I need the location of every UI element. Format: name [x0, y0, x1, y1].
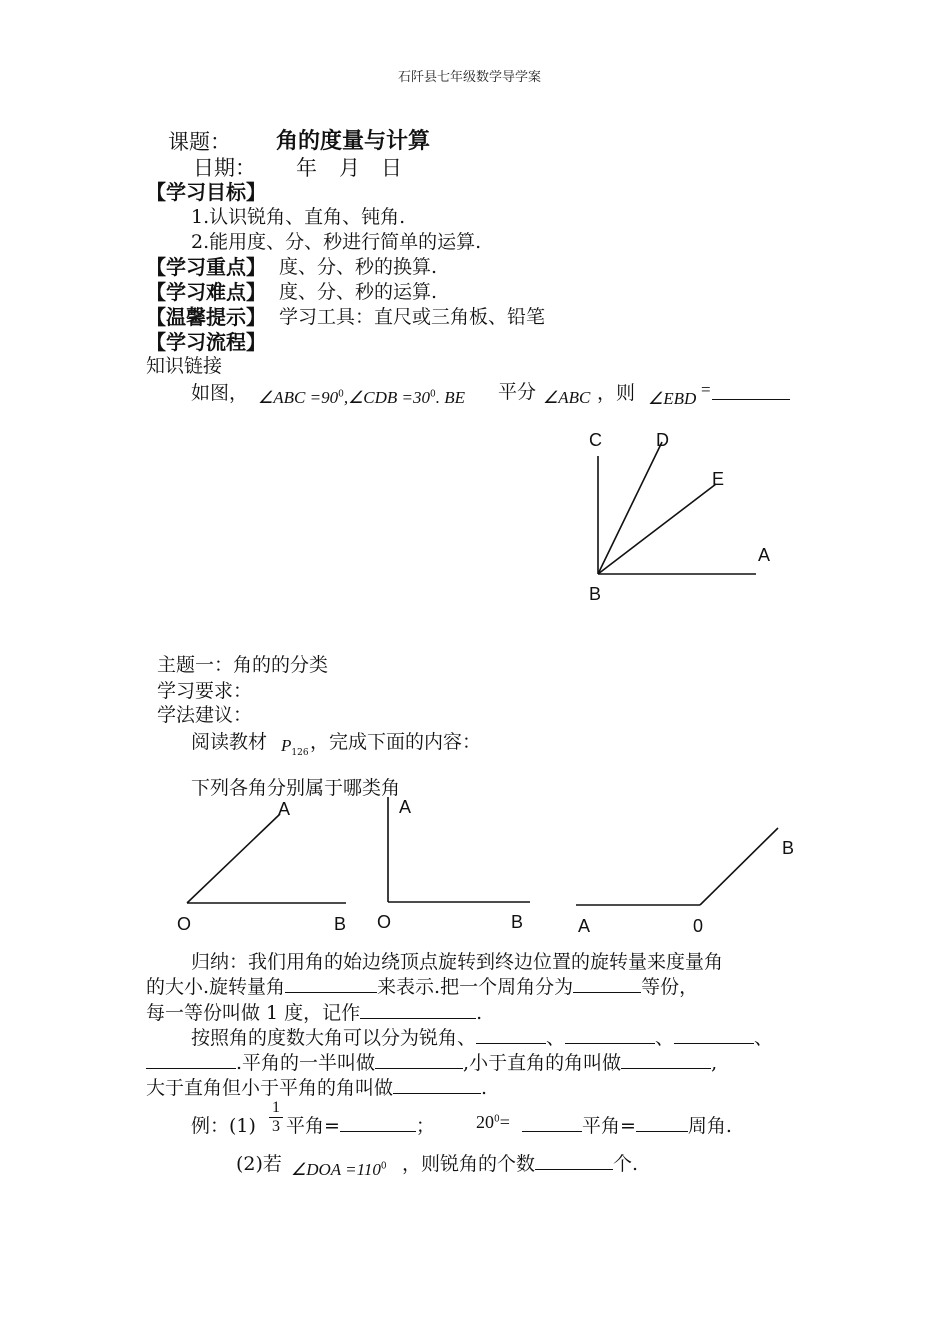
example1-full: 周角.	[687, 1115, 732, 1137]
fig1-label-a: A	[278, 799, 291, 819]
blank-class-4[interactable]	[146, 1050, 236, 1069]
ask-equals: =	[701, 380, 711, 399]
blank-class-2[interactable]	[565, 1025, 655, 1044]
fig-label-e: E	[712, 469, 725, 489]
degree-eq: =	[499, 1112, 510, 1132]
summary-text-rotation: 的大小.旋转量角	[146, 976, 286, 998]
knowledge-link-heading: 知识链接	[146, 355, 223, 377]
example2-unit: 个.	[613, 1153, 639, 1175]
fig1-label-o: O	[177, 914, 192, 934]
fig1-label-b: B	[334, 914, 347, 934]
summary-text-half: .平角的一半叫做	[236, 1052, 376, 1074]
angle-doa: ∠DOA =110	[291, 1160, 381, 1179]
fig-label-a: A	[758, 545, 771, 565]
summary-line-6	[146, 1073, 487, 1100]
goal-item-1: 1.认识锐角、直角、钝角.	[191, 206, 406, 228]
fraction-one-third	[269, 1099, 283, 1136]
tips-text: 学习工具：直尺或三角板、铅笔	[279, 306, 546, 328]
summary-line-3	[146, 998, 482, 1025]
fraction-denominator: 3	[272, 1118, 280, 1135]
example1-straight2: 平角=	[582, 1115, 636, 1137]
example1-line	[286, 1111, 435, 1138]
fig3-label-a: A	[578, 916, 591, 936]
summary-text-period: .	[476, 1002, 483, 1024]
blank-third-straight[interactable]	[340, 1113, 416, 1132]
date-label: 日期：	[193, 156, 256, 180]
angle-figure	[580, 420, 780, 610]
textbook-page-ref	[281, 736, 309, 758]
example1-straight: 平角=	[286, 1115, 340, 1137]
example1-semicolon: ；	[415, 1115, 435, 1137]
summary-sep-3: 、	[754, 1027, 774, 1049]
angle-doa-sup: 0	[380, 1161, 387, 1172]
fig1-ray-oa	[187, 814, 280, 903]
example1-degree	[476, 1112, 510, 1133]
topic1-requirement: 学习要求：	[157, 680, 253, 702]
topic1-read: 阅读教材	[191, 731, 268, 753]
summary-sep-1: 、	[546, 1027, 566, 1049]
topic1-question: 下列各角分别属于哪类角	[191, 777, 401, 799]
fig2-label-o: O	[377, 912, 392, 932]
lesson-title: 角的度量与计算	[276, 129, 431, 154]
summary-line-4	[191, 1023, 773, 1050]
then-text: ，则	[597, 382, 636, 404]
given-be: . BE	[435, 388, 466, 407]
example2-text: ，则锐角的个数	[402, 1153, 536, 1175]
example1-convert	[522, 1111, 732, 1138]
goal-item-2: 2.能用度、分、秒进行简单的运算.	[191, 231, 482, 253]
difficulty-text: 度、分、秒的运算.	[279, 281, 438, 303]
summary-text-degree: 每一等份叫做 1 度，记作	[146, 1002, 361, 1024]
date-month: 月	[339, 156, 360, 180]
ray-be	[598, 484, 716, 574]
degree-sup: 0	[494, 1114, 500, 1125]
summary-end: .	[481, 1077, 488, 1099]
date-day: 日	[381, 156, 402, 180]
example2-question	[402, 1149, 638, 1176]
page-header: 石阡县七年级数学导学案	[398, 70, 542, 85]
summary-text-classify: 按照角的度数大角可以分为锐角、	[191, 1027, 477, 1049]
answer-blank-ebd[interactable]	[712, 380, 790, 400]
summary-text-obtuse: 大于直角但小于平角的角叫做	[146, 1077, 394, 1099]
fig2-label-b: B	[511, 912, 524, 932]
summary-text-acute: ,小于直角的角叫做	[463, 1052, 622, 1074]
bisect-text: 平分	[498, 381, 537, 403]
fraction-numerator: 1	[272, 1099, 280, 1116]
topic1-read-suffix: ，完成下面的内容：	[310, 731, 482, 753]
blank-full-fraction[interactable]	[636, 1113, 688, 1132]
angle-types-figure	[180, 795, 790, 915]
ask-ebd: ∠EBD	[648, 389, 697, 408]
date-year: 年	[296, 156, 317, 180]
lesson-label: 课题：	[168, 130, 231, 154]
page-number: 126	[291, 748, 309, 759]
fig-label-c: C	[589, 430, 602, 450]
blank-class-1[interactable]	[476, 1025, 546, 1044]
fig3-label-o: 0	[693, 916, 704, 936]
page-letter: P	[281, 736, 292, 755]
blank-degree-notation[interactable]	[360, 1000, 476, 1019]
tips-heading: 【温馨提示】	[146, 305, 266, 329]
fig3-label-b: B	[782, 838, 795, 858]
fig2-label-a: A	[399, 797, 412, 817]
process-heading: 【学习流程】	[146, 330, 266, 354]
fig-label-d: D	[656, 430, 669, 450]
summary-line-2	[146, 972, 698, 999]
example-label: 例：(1)	[191, 1115, 256, 1137]
knowledge-prefix: 如图，	[191, 382, 249, 404]
topic1-method: 学法建议：	[157, 704, 253, 726]
given-deg-2: 0	[430, 389, 436, 400]
summary-sep-2: 、	[655, 1027, 675, 1049]
degree-value: 20	[476, 1112, 494, 1132]
summary-comma: ,	[711, 1052, 718, 1074]
given-abc: ∠ABC =90	[258, 388, 339, 407]
blank-class-3[interactable]	[674, 1025, 754, 1044]
blank-acute-angle[interactable]	[621, 1050, 711, 1069]
blank-right-angle[interactable]	[375, 1050, 463, 1069]
given-deg-1: 0	[338, 389, 344, 400]
blank-equal-parts[interactable]	[573, 974, 641, 993]
goals-heading: 【学习目标】	[146, 180, 266, 204]
blank-straight-fraction[interactable]	[522, 1113, 582, 1132]
summary-text-full-angle: 来表示.把一个周角分为	[377, 976, 574, 998]
summary-text-parts: 等份，	[641, 976, 699, 998]
summary-line-1: 归纳：我们用角的始边绕顶点旋转到终边位置的旋转量来度量角	[191, 951, 724, 973]
given-cdb: ,∠CDB =30	[343, 388, 431, 407]
example2-prefix: (2)若	[236, 1153, 282, 1175]
blank-obtuse-angle[interactable]	[393, 1075, 481, 1094]
blank-acute-count[interactable]	[535, 1151, 613, 1170]
difficulty-heading: 【学习难点】	[146, 280, 266, 304]
fig-label-b: B	[589, 584, 602, 604]
example2-expr	[291, 1160, 387, 1180]
blank-rotation-measure[interactable]	[285, 974, 377, 993]
key-point-text: 度、分、秒的换算.	[279, 256, 438, 278]
summary-line-5	[146, 1048, 717, 1075]
ray-bd	[598, 442, 662, 574]
key-point-heading: 【学习重点】	[146, 255, 266, 279]
knowledge-given-expr	[258, 388, 465, 408]
topic1-title: 主题一：角的的分类	[157, 654, 329, 676]
fig3-ray-ob	[700, 828, 778, 905]
angle-abc: ∠ABC	[543, 388, 591, 407]
